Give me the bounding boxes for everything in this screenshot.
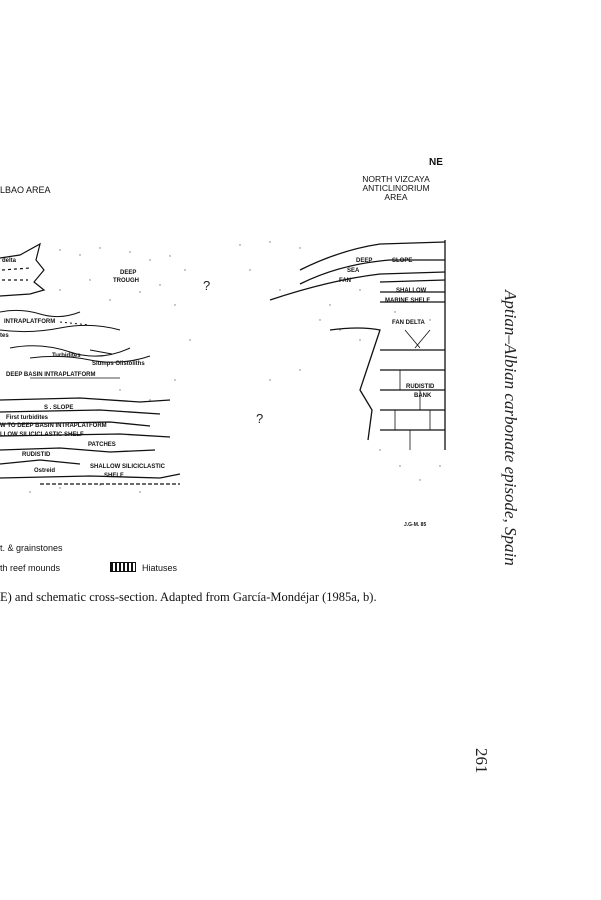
figure-caption: E) and schematic cross-section. Adapted from García-Mondéjar (1985a, b). [0,590,377,604]
label-signature: J.G-M. 85 [404,522,427,528]
label-patches: PATCHES [88,442,116,448]
ne-label: NE [429,157,443,168]
label-slumps-olistoliths: Slumps Olistoliths [92,361,145,367]
north-vizcaya-label [346,175,446,202]
label-shallow-siliciclastic-2: SHELF [104,473,124,479]
label-shallow-siliciclastic-1: SHALLOW SILICICLASTIC [90,464,165,470]
question-mark-2: ? [256,411,264,426]
label-bank: BANK [414,393,432,399]
label-rudistid-left: RUDISTID [22,452,51,458]
north-vizcaya-line3: AREA [384,192,408,202]
label-turbidites: Turbidites [52,353,81,359]
label-deep-trough-2: TROUGH [113,278,139,284]
label-tes: tes [0,333,9,339]
label-rudistid-right: RUDISTID [406,384,435,390]
label-deep-basin-intraplatform: DEEP BASIN INTRAPLATFORM [6,372,96,378]
bilbao-area-label: LBAO AREA [0,185,51,195]
north-vizcaya-line1: NORTH VIZCAYA [362,174,430,184]
label-deep-trough-1: DEEP [120,270,137,276]
label-marine-shelf: MARINE SHELF [385,298,430,304]
label-shallow-right: SHALLOW [396,288,427,294]
label-slope-left: S . SLOPE [44,405,74,411]
left-dots-texture [29,247,190,492]
legend-item-hiatuses: Hiatuses [142,563,178,573]
running-title: Aptian–Albian carbonate episode, Spain [501,290,520,566]
label-slope-right: SLOPE [392,258,413,264]
north-vizcaya-line2: ANTICLINORIUM [362,183,430,193]
page-number: 261 [472,748,491,774]
label-deep-right: DEEP [356,258,373,264]
label-fan: FAN [339,278,351,284]
left-delta [0,244,44,296]
cross-section-figure [0,230,460,530]
label-fan-delta: FAN DELTA [392,320,425,326]
label-delta: delta [2,258,17,264]
label-first-turbidites: First turbidites [6,415,49,421]
label-sea: SEA [347,268,360,274]
label-ostreid: Ostreid [34,468,56,474]
label-shallow-siliciclastic-shelf: LLOW SILICICLASTIC SHELF [0,432,84,438]
label-intraplatform: INTRAPLATFORM [4,319,56,325]
label-deep-basin-intraplatform-2: W TO DEEP BASIN INTRAPLATFORM [0,423,107,429]
hiatuses-symbol-icon [110,562,136,572]
legend-item-grainstones: t. & grainstones [0,543,63,553]
question-mark-1: ? [203,278,211,293]
legend-item-reef-mounds: th reef mounds [0,563,61,573]
left-shelf-strata [0,398,180,484]
